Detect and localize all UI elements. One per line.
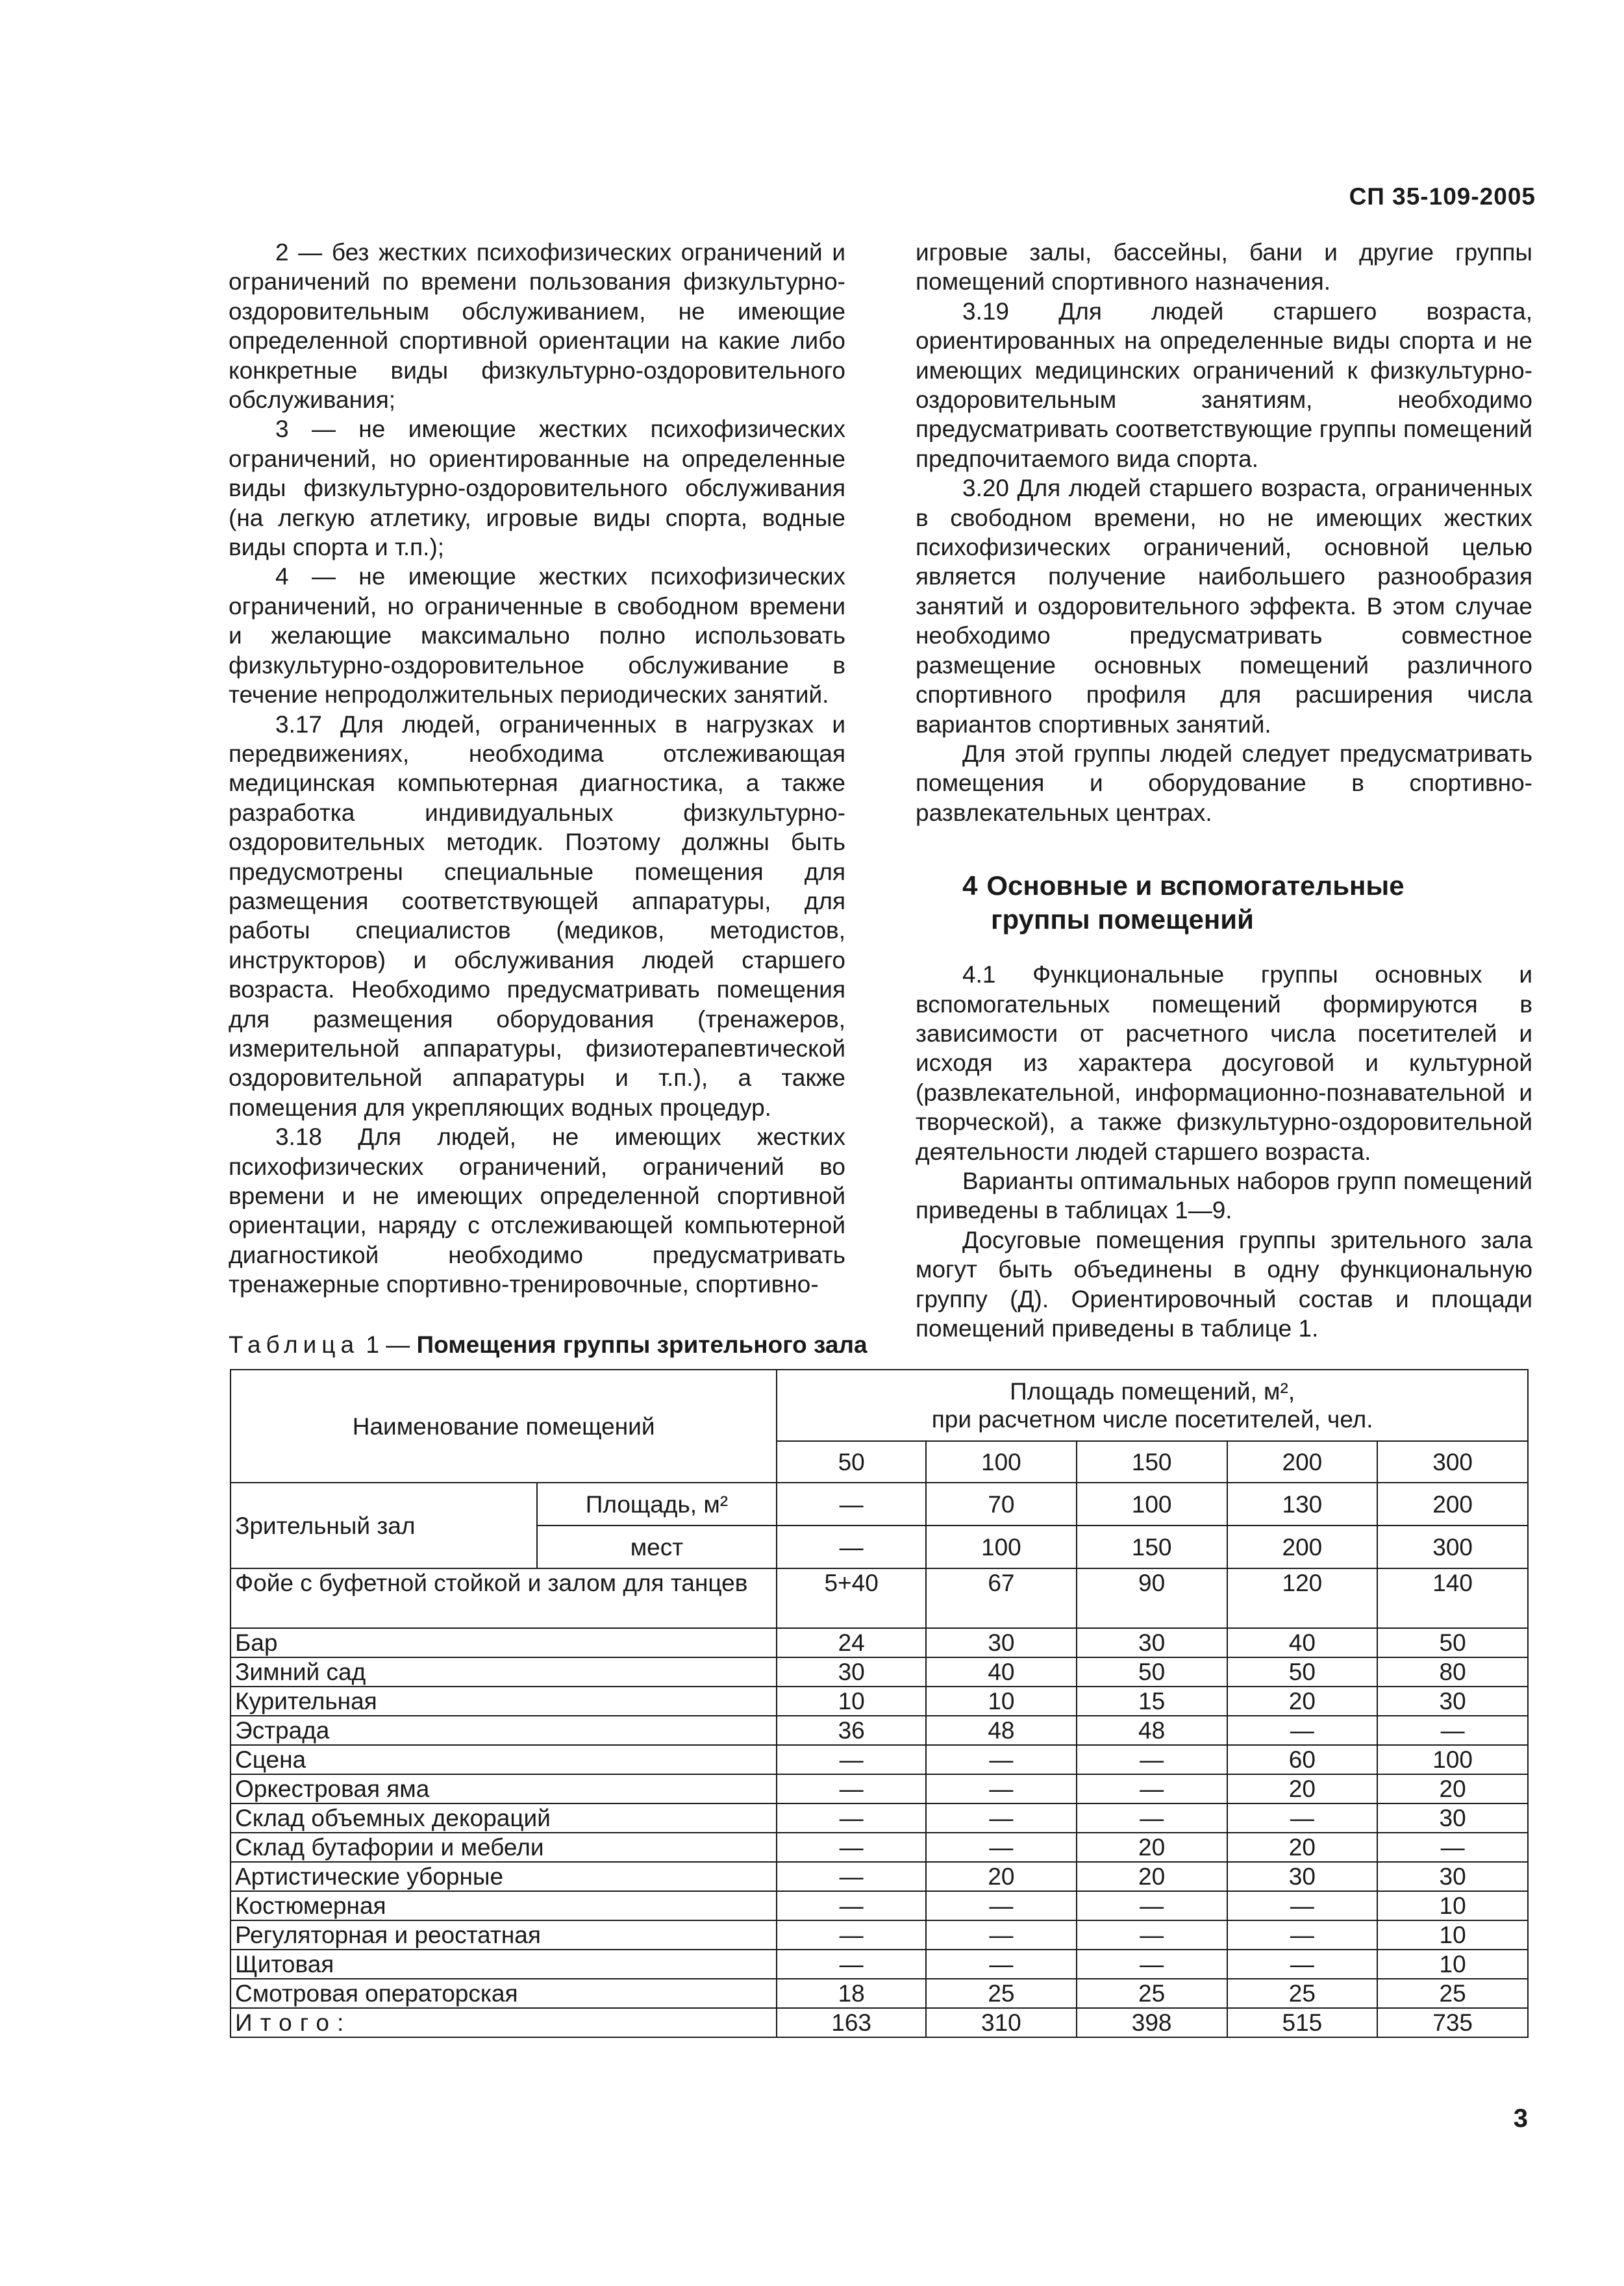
table-caption-label: Таблица	[229, 1331, 360, 1358]
table-cell: —	[1227, 1950, 1378, 1979]
table-cell: —	[926, 1745, 1077, 1774]
hall-name: Зрительный зал	[231, 1483, 537, 1568]
table-cell: —	[1227, 1716, 1378, 1745]
table-cell: 10	[1377, 1891, 1528, 1920]
table-cell: 18	[777, 1979, 926, 2008]
section-title-line2: группы помещений	[991, 904, 1254, 935]
table-cell: 15	[1077, 1687, 1227, 1716]
table-caption-number: 1 —	[366, 1331, 410, 1358]
table-cell: 20	[1377, 1774, 1528, 1803]
table-cell: —	[777, 1745, 926, 1774]
table-cell: 50	[1227, 1657, 1378, 1687]
table-row	[231, 1657, 1528, 1687]
table-cell: 30	[926, 1628, 1077, 1657]
table-caption-title: Помещения группы зрительного зала	[416, 1331, 868, 1358]
room-name: Фойе с буфетной стойкой и залом для танцев	[231, 1568, 777, 1628]
total-cell: 163	[777, 2008, 926, 2037]
table-cell: 30	[1377, 1687, 1528, 1716]
table-cell: 20	[1077, 1833, 1227, 1862]
table-cell: —	[1227, 1803, 1378, 1833]
paragraph: 3.19 Для людей старшего возраста, ориентированных на определенные виды спорта и не имеющих медицинских ограничений к физкультурно-оздоровительным занятиям, необходимо предусматривать соответствующие группы помещений предпочитаемого вида спорта.	[916, 297, 1532, 472]
table-row	[231, 1716, 1528, 1745]
table-row	[231, 1687, 1528, 1716]
table-cell: —	[1077, 1920, 1227, 1950]
paragraph: 2 — без жестких психофизических ограничений и ограничений по времени пользования физкультурно-оздоровительным обслуживанием, не имеющие определенной спортивной ориентации на какие либо конкретные виды физкультурно-оздоровительного обслуживания;	[229, 239, 845, 414]
room-name: Щитовая	[231, 1950, 777, 1979]
table-cell: 40	[926, 1657, 1077, 1687]
table-cell: 100	[1077, 1483, 1227, 1526]
paragraph: 3 — не имеющие жестких психофизических ограничений, но ориентированные на определенные виды физкультурно-оздоровительного обслуживания (на легкую атлетику, игровые виды спорта, водные виды спорта и т.п.);	[229, 416, 845, 561]
room-name: Склад объемных декораций	[231, 1803, 777, 1833]
table-cell: 67	[926, 1568, 1077, 1628]
room-name: Оркестровая яма	[231, 1774, 777, 1803]
table-row	[231, 1628, 1528, 1657]
table-cell: —	[1377, 1833, 1528, 1862]
rooms-table	[230, 1369, 1529, 2038]
table-cell: 20	[1077, 1862, 1227, 1891]
header-visitor-count: 300	[1377, 1441, 1528, 1483]
table-row	[231, 1891, 1528, 1920]
table-row	[231, 1950, 1528, 1979]
paragraph-continuation: игровые залы, бассейны, бани и другие группы помещений спортивного назначения.	[916, 239, 1532, 295]
room-name: Эстрада	[231, 1716, 777, 1745]
table-cell: 50	[1077, 1657, 1227, 1687]
table-cell: 70	[926, 1483, 1077, 1526]
room-name: Костюмерная	[231, 1891, 777, 1920]
table-cell: 48	[1077, 1716, 1227, 1745]
table-cell: 50	[1377, 1628, 1528, 1657]
left-column	[229, 238, 845, 1300]
header-visitor-count: 50	[777, 1441, 926, 1483]
right-column	[916, 238, 1532, 1343]
table-cell: —	[1077, 1803, 1227, 1833]
table-row	[231, 1833, 1528, 1862]
paragraph: 3.18 Для людей, не имеющих жестких психофизических ограничений, ограничений во времени и не имеющих определенной спортивной ориентации, наряду с отслеживающей компьютерной диагностикой необходимо предусматривать тренажерные спортивно-тренировочные, спортивно-	[229, 1124, 845, 1298]
table-cell: 20	[1227, 1687, 1378, 1716]
table-cell: 30	[1227, 1862, 1378, 1891]
table-cell: —	[777, 1803, 926, 1833]
table-cell: 30	[1077, 1628, 1227, 1657]
document-code: СП 35-109-2005	[1349, 183, 1536, 210]
room-name: Зимний сад	[231, 1657, 777, 1687]
table-row	[231, 1920, 1528, 1950]
paragraph: 4 — не имеющие жестких психофизических ограничений, но ограниченные в свободном времени и желающие максимально полно использовать физкультурно-оздоровительное обслуживание в течение непродолжительных периодических занятий.	[229, 563, 845, 709]
table-row	[231, 1568, 1528, 1628]
hall-area-label: Площадь, м²	[537, 1483, 777, 1526]
table-cell: 130	[1227, 1483, 1378, 1526]
table-row	[231, 1803, 1528, 1833]
table-cell: 10	[1377, 1920, 1528, 1950]
header-room-name: Наименование помещений	[231, 1370, 777, 1483]
table-cell: 120	[1227, 1568, 1378, 1628]
table-cell: 24	[777, 1628, 926, 1657]
table-cell: —	[926, 1920, 1077, 1950]
table-cell: 140	[1377, 1568, 1528, 1628]
table-cell: —	[926, 1833, 1077, 1862]
table-row	[231, 1483, 1528, 1526]
total-label: Итого:	[231, 2008, 777, 2037]
total-cell: 398	[1077, 2008, 1227, 2037]
room-name: Склад бутафории и мебели	[231, 1833, 777, 1862]
table-cell: 30	[1377, 1862, 1528, 1891]
total-cell: 735	[1377, 2008, 1528, 2037]
table-cell: 5+40	[777, 1568, 926, 1628]
table-caption	[229, 1330, 868, 1359]
table-row	[231, 1979, 1528, 2008]
header-visitor-count: 200	[1227, 1441, 1378, 1483]
paragraph: 4.1 Функциональные группы основных и вспомогательных помещений формируются в зависимости от расчетного числа посетителей и исходя из характера досуговой и культурной (развлекательной, информационно-познавательной и творческой), а также физкультурно-оздоровительной деятельности людей старшего возраста.	[916, 961, 1532, 1165]
table-cell: 25	[1227, 1979, 1378, 2008]
table-cell: —	[1077, 1950, 1227, 1979]
table-cell: —	[1227, 1891, 1378, 1920]
table-cell: 25	[1077, 1979, 1227, 2008]
table-cell: 80	[1377, 1657, 1528, 1687]
room-name: Артистические уборные	[231, 1862, 777, 1891]
table-cell: 25	[1377, 1979, 1528, 2008]
table-row	[231, 1774, 1528, 1803]
paragraph: Для этой группы людей следует предусматривать помещения и оборудование в спортивно-развлекательных центрах.	[916, 740, 1532, 826]
header-visitor-count: 100	[926, 1441, 1077, 1483]
table-cell: 100	[926, 1526, 1077, 1568]
table-cell: —	[926, 1774, 1077, 1803]
table-cell: —	[777, 1833, 926, 1862]
table-cell: 20	[926, 1862, 1077, 1891]
table-row	[231, 1862, 1528, 1891]
table-cell: 200	[1227, 1526, 1378, 1568]
table-cell: —	[777, 1774, 926, 1803]
table-cell: —	[777, 1483, 926, 1526]
table-cell: —	[777, 1950, 926, 1979]
section-title-line1: Основные и вспомогательные	[986, 870, 1405, 901]
page-number: 3	[1513, 2104, 1528, 2133]
table-cell: 150	[1077, 1526, 1227, 1568]
table-cell: —	[1077, 1774, 1227, 1803]
table-cell: 25	[926, 1979, 1077, 2008]
table-cell: 20	[1227, 1833, 1378, 1862]
table-cell: 30	[1377, 1803, 1528, 1833]
paragraph: Досуговые помещения группы зрительного зала могут быть объединены в одну функциональную группу (Д). Ориентировочный состав и площади помещений приведены в таблице 1.	[916, 1226, 1532, 1342]
table-cell: —	[926, 1803, 1077, 1833]
table-cell: —	[777, 1526, 926, 1568]
room-name: Смотровая операторская	[231, 1979, 777, 2008]
table-cell: 90	[1077, 1568, 1227, 1628]
table-cell: —	[926, 1891, 1077, 1920]
hall-seats-label: мест	[537, 1526, 777, 1568]
paragraph: Варианты оптимальных наборов групп помещений приведены в таблицах 1—9.	[916, 1167, 1532, 1224]
table-cell: —	[777, 1920, 926, 1950]
section-number: 4	[962, 870, 978, 901]
table-cell: 60	[1227, 1745, 1378, 1774]
total-cell: 515	[1227, 2008, 1378, 2037]
total-cell: 310	[926, 2008, 1077, 2037]
table-cell: 300	[1377, 1526, 1528, 1568]
header-visitor-count: 150	[1077, 1441, 1227, 1483]
room-name: Регуляторная и реостатная	[231, 1920, 777, 1950]
section-heading	[962, 869, 1532, 936]
paragraph: 3.17 Для людей, ограниченных в нагрузках и передвижениях, необходима отслеживающая медицинская компьютерная диагностика, а также разработка индивидуальных физкультурно-оздоровительных методик. Поэтому должны быть предусмотрены специальные помещения для размещения соответствующей аппаратуры, для работы специалистов (медиков, методистов, инструкторов) и обслуживания людей старшего возраста. Необходимо предусматривать помещения для размещения оборудования (тренажеров, измерительной аппаратуры, физиотерапевтической оздоровительной аппаратуры и т.п.), а также помещения для укрепляющих водных процедур.	[229, 710, 845, 1121]
table-cell: 30	[777, 1657, 926, 1687]
paragraph: 3.20 Для людей старшего возраста, ограниченных в свободном времени, но не имеющих жестких психофизических ограничений, основной целью является получение наибольшего разнообразия занятий и оздоровительного эффекта. В этом случае необходимо предусматривать совместное размещение основных помещений различного спортивного профиля для расширения числа вариантов спортивных занятий.	[916, 475, 1532, 738]
table-total-row	[231, 2008, 1528, 2037]
table-cell: 10	[1377, 1950, 1528, 1979]
table-cell: 40	[1227, 1628, 1378, 1657]
header-area-line1: Площадь помещений, м²,	[1010, 1378, 1295, 1405]
table-cell: 36	[777, 1716, 926, 1745]
table-cell: 10	[777, 1687, 926, 1716]
table-cell: —	[777, 1862, 926, 1891]
table-cell: 48	[926, 1716, 1077, 1745]
table-cell: 10	[926, 1687, 1077, 1716]
header-area-line2: при расчетном числе посетителей, чел.	[931, 1406, 1373, 1433]
table-cell: —	[1227, 1920, 1378, 1950]
table-cell: 100	[1377, 1745, 1528, 1774]
table-cell: —	[1377, 1716, 1528, 1745]
room-name: Курительная	[231, 1687, 777, 1716]
table-cell: —	[777, 1891, 926, 1920]
table-row	[231, 1745, 1528, 1774]
table-cell: —	[1077, 1745, 1227, 1774]
room-name: Сцена	[231, 1745, 777, 1774]
table-cell: —	[1077, 1891, 1227, 1920]
table-cell: 200	[1377, 1483, 1528, 1526]
header-area	[777, 1370, 1528, 1441]
table-cell: —	[926, 1950, 1077, 1979]
table-cell: 20	[1227, 1774, 1378, 1803]
room-name: Бар	[231, 1628, 777, 1657]
